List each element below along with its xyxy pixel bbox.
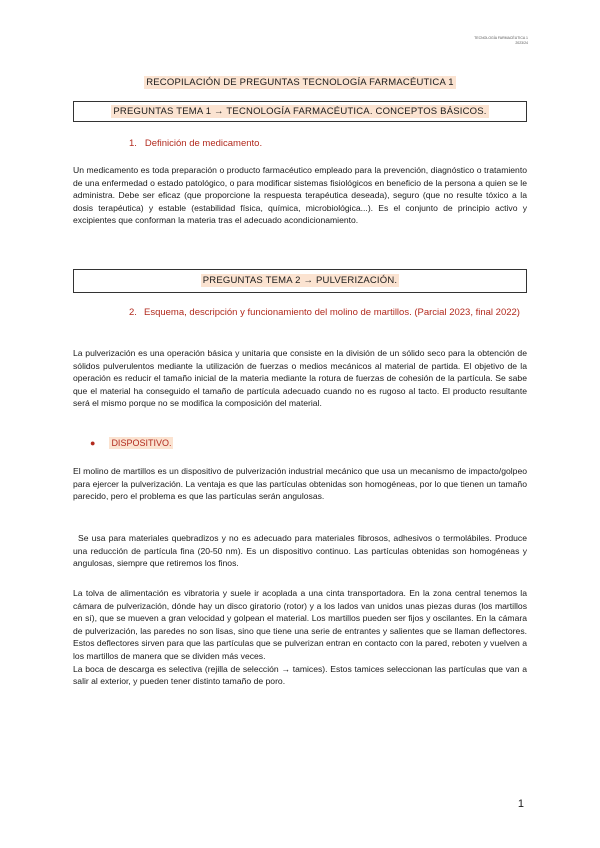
question-2-heading [129,305,529,320]
question-1-heading [129,136,262,151]
tema2-heading-box [73,269,527,293]
bullet-dot-icon: ● [90,438,96,448]
bullet-label: DISPOSITIVO. [111,438,172,448]
page-number: 1 [517,798,524,810]
pulverization-paragraph: La pulverización es una operación básica y unitaria que consiste en la división de un sólido seco para la obtención de sólidos pulverulentos mediante la utilización de fuerzas o medios mecánicos al material de partida. El objetivo de la operación es reducir el tamaño inicial de la materia mediante la rotura de fuerzas de cohesión de la partícula. Se sabe que el material ha conseguido el tamaño de partícula adecuado cuando no es rugoso al tacto. El producto resultante será el mismo porque no se modifica la composición del material. [73,348,527,409]
tema2-heading: PREGUNTAS TEMA 2 → PULVERIZACIÓN. [202,275,398,286]
mechanism-paragraphs [73,587,527,688]
document-title [0,72,600,90]
header-year: 2023/24 [515,41,528,45]
page-header [474,36,528,46]
header-subject: TECNOLOGÍA FARMACÉUTICA 1 [474,36,528,40]
discharge-paragraph: La boca de descarga es selectiva (rejilla de selección → tamices). Estos tamices seleccionan las partículas que van a salir al exterior, y pueden tener distinto tamaño de poro. [73,663,527,687]
hammer-mill-paragraph: El molino de martillos es un dispositivo de pulverización industrial mecánico que usa un mecanismo de impacto/golpeo para ejercer la pulverización. La ventaja es que las partículas obtenidas son homogéneas, por lo que tienen un tamaño parecido, pero el problema es que las partículas serán angulosas. [73,466,527,502]
question-1-title: Definición de medicamento. [144,138,263,149]
question-2-number: 2. [129,307,137,318]
definition-paragraph: Un medicamento es toda preparación o producto farmacéutico empleado para la prevención, diagnóstico o tratamiento de una enfermedad o estado patológico, o para modificar sistemas fisiológicos en beneficio de la persona a quien se le administra. Debe ser eficaz (que proporcione la respuesta terapéutica deseada), seguro (que no resulte tóxico a la dosis terapéutica) y estable (estabilidad física, química, microbiológica...). Es el conjunto de principio activo y excipientes que conforman la materia tras el adecuado acondicionamiento. [73,165,527,226]
tema1-heading-box [73,101,527,122]
usage-paragraph: Se usa para materiales quebradizos y no es adecuado para materiales fibrosos, adhesivos o termolábiles. Produce una reducción de partícula fina (20-50 nm). Es un dispositivo continuo. Las partículas obtenidas son homogéneas y angulosas, siempre que retiremos los finos. [73,533,527,569]
mechanism-paragraph: La tolva de alimentación es vibratoria y suele ir acoplada a una cinta transportadora. En la zona central tenemos la cámara de pulverización, dónde hay un disco giratorio (rotor) y a los lados van unidos unas piezas duras (los martillos en sí), que se mueven a gran velocidad y golpean el material. Los martillos pueden ser fijos y oscilantes. En la cámara de pulverización, las paredes no son lisas, sino que tiene una serie de entrantes y salientes que se llaman deflectores. Estos deflectores sirven para que las partículas que se pulverizan entran en contacto con la pared, reboten y vuelven a los martillos de manera que se dividen más veces. [73,588,527,661]
bullet-dispositivo [90,438,173,448]
question-1-number: 1. [129,138,137,149]
tema1-heading: PREGUNTAS TEMA 1 → TECNOLOGÍA FARMACÉUTICA. CONCEPTOS BÁSICOS. [113,106,487,117]
document-title-text: RECOPILACIÓN DE PREGUNTAS TECNOLOGÍA FARMACÉUTICA 1 [146,77,454,88]
question-2-title: Esquema, descripción y funcionamiento del molino de martillos. (Parcial 2023, final 2022) [144,307,520,318]
